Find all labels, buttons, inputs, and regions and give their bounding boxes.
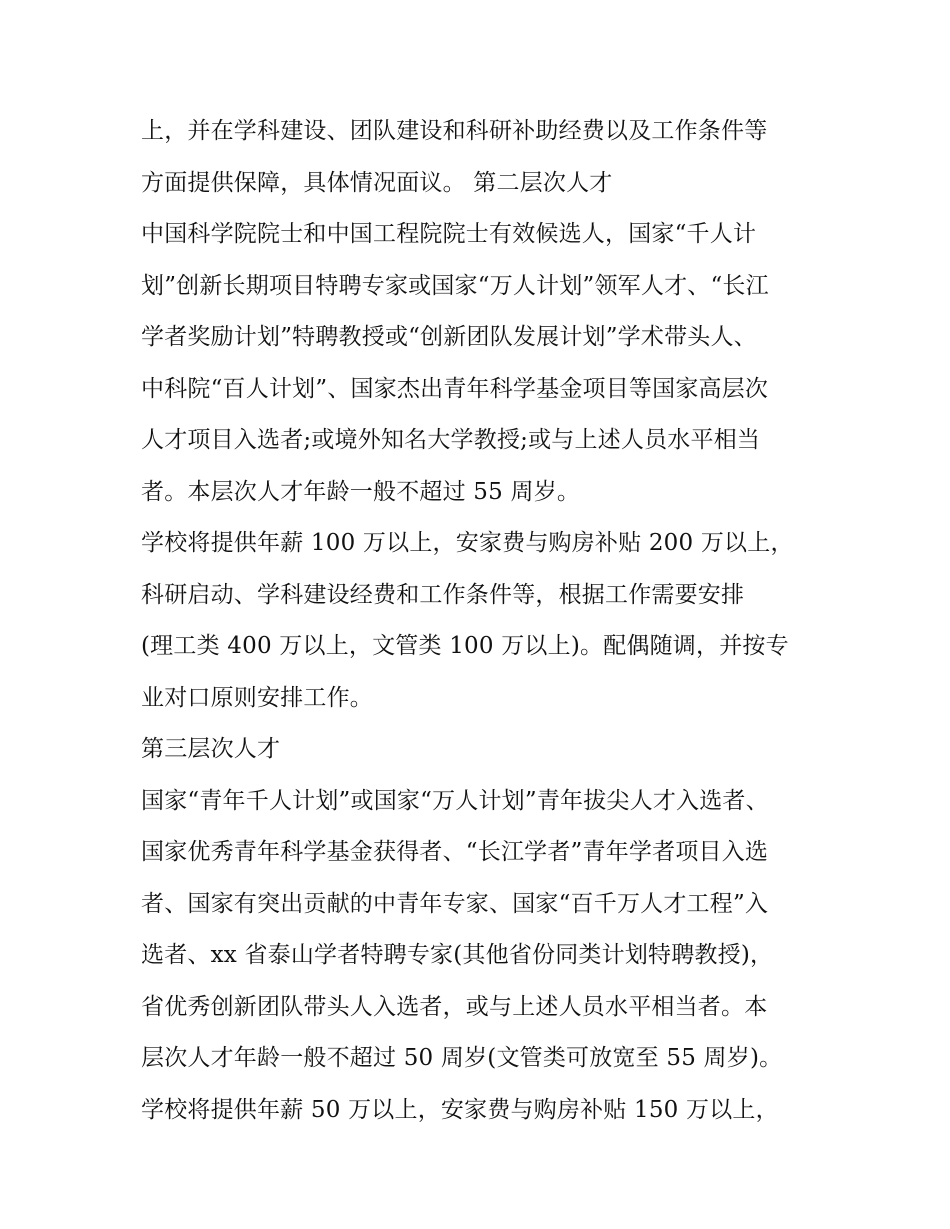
text-line: 划”创新长期项目特聘专家或国家“万人计划”领军人才、“长江	[141, 272, 769, 299]
text-line: 方面提供保障，具体情况面议。 第二层次人才	[141, 169, 613, 196]
text-line: 学者奖励计划”特聘教授或“创新团队发展计划”学术带头人、	[141, 324, 757, 350]
text-line: 国家“青年千人计划”或国家“万人计划”青年拔尖人才入选者、	[141, 787, 769, 814]
text-line: 选者、xx 省泰山学者特聘专家(其他省份同类计划特聘教授)，	[141, 942, 774, 968]
text-line: 中科院“百人计划”、国家杰出青年科学基金项目等国家高层次	[141, 375, 769, 402]
text-line: 学校将提供年薪 100 万以上，安家费与购房补贴 200 万以上，	[141, 530, 794, 556]
text-line: 人才项目入选者;或境外知名大学教授;或与上述人员水平相当	[141, 427, 761, 453]
text-line: (理工类 400 万以上，文管类 100 万以上)。配偶随调，并按专	[141, 633, 789, 659]
text-line: 中国科学院院士和中国工程院院士有效候选人，国家“千人计	[141, 221, 757, 247]
section-heading: 第三层次人才	[141, 736, 281, 762]
text-line: 国家优秀青年科学基金获得者、“长江学者”青年学者项目入选	[141, 839, 769, 865]
document-body	[141, 106, 821, 1136]
text-line: 上，并在学科建设、团队建设和科研补助经费以及工作条件等	[141, 118, 768, 144]
text-line: 业对口原则安排工作。	[141, 684, 373, 711]
text-line: 学校将提供年薪 50 万以上，安家费与购房补贴 150 万以上，	[141, 1096, 779, 1123]
text-line: 层次人才年龄一般不超过 50 周岁(文管类可放宽至 55 周岁)。	[141, 1045, 783, 1071]
text-line: 省优秀创新团队带头人入选者，或与上述人员水平相当者。本	[141, 993, 768, 1020]
text-line: 者、国家有突出贡献的中青年专家、国家“百千万人才工程”入	[141, 890, 769, 917]
text-line: 科研启动、学科建设经费和工作条件等，根据工作需要安排	[141, 581, 745, 608]
text-line: 者。本层次人才年龄一般不超过 55 周岁。	[141, 478, 581, 505]
